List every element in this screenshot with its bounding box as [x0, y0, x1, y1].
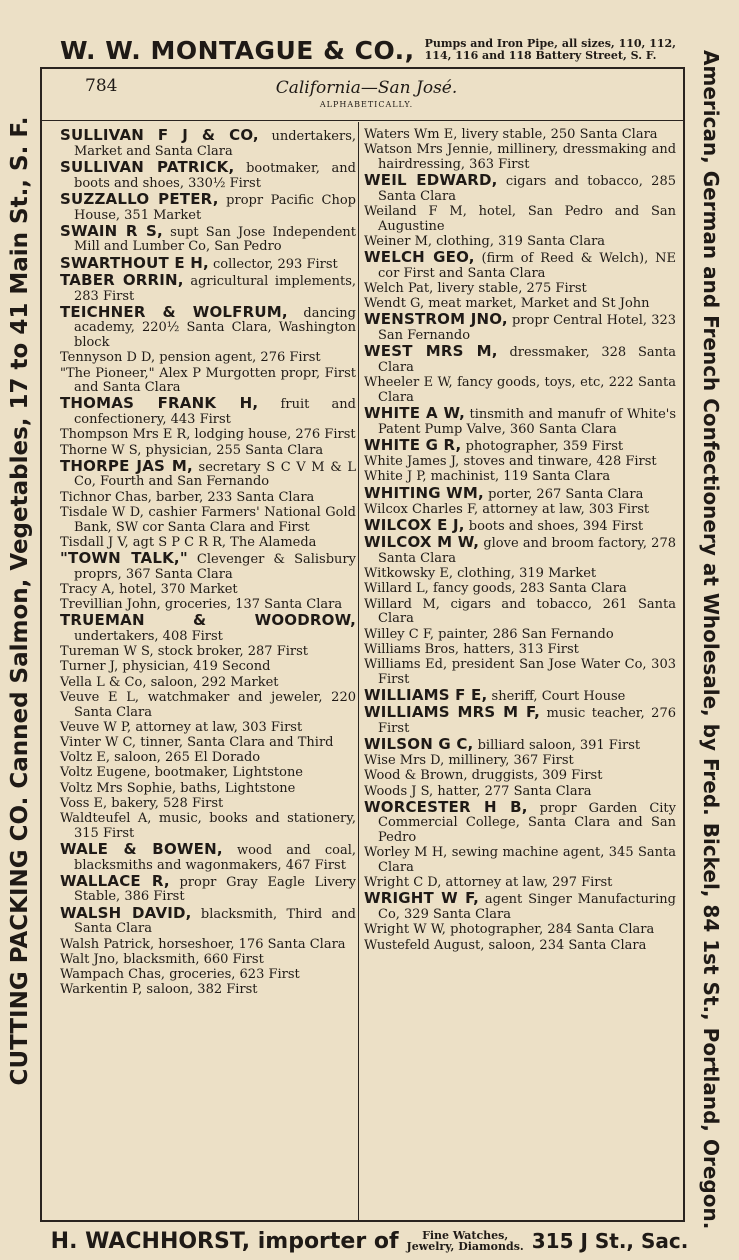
entry-detail: propr Pacific Chop House, 351 Market: [74, 192, 356, 223]
entry-detail: Clevenger & Salisbury proprs, 367 Santa Clara: [74, 551, 356, 582]
directory-entry: [364, 658, 676, 687]
directory-entry: [60, 157, 357, 191]
entry-name: Thompson Mrs E R,: [60, 427, 191, 443]
page-subtitle: ALPHABETICALLY.: [319, 100, 414, 109]
entry-name: Waldteufel A,: [60, 810, 152, 826]
entry-name: Wright C D,: [364, 875, 442, 891]
entry-name: "The Pioneer,": [60, 365, 155, 381]
entry-detail: hatters, 313 First: [463, 641, 579, 657]
entry-name: THOMAS FRANK H,: [60, 394, 259, 413]
directory-entry: [60, 968, 356, 983]
entry-detail: pension agent, 276 First: [159, 350, 321, 366]
directory-entry: [60, 548, 356, 582]
entry-detail: president San Jose Water Co, 303 First: [378, 656, 676, 687]
entry-name: Wise Mrs D,: [364, 753, 445, 769]
entry-name: Woods J S,: [364, 783, 434, 799]
directory-entry: [364, 939, 676, 954]
entry-name: WORCESTER H B,: [364, 797, 528, 816]
entry-name: SUZZALLO PETER,: [60, 189, 219, 208]
directory-entry: [364, 518, 676, 535]
entry-detail: bootmaker, Lightstone: [154, 765, 304, 781]
bottom-advertisement: [40, 1222, 699, 1260]
entry-name: Voltz Eugene,: [60, 765, 151, 781]
entry-name: Tichnor Chas,: [60, 489, 152, 505]
directory-entry: [60, 676, 356, 691]
directory-entry: [364, 205, 676, 234]
entry-detail: fancy goods, toys, etc, 222 Santa Clara: [378, 375, 676, 405]
directory-entry: [60, 766, 356, 781]
entry-detail: clothing, 319 Market: [457, 566, 597, 582]
page-header: [60, 76, 673, 114]
entry-name: Voltz Mrs Sophie,: [60, 780, 177, 796]
directory-entry: [60, 456, 356, 490]
entry-name: Wood & Brown,: [364, 768, 468, 784]
directory-entry: [60, 721, 356, 736]
entry-name: Wustefeld August,: [364, 937, 485, 953]
directory-entry: [364, 535, 676, 566]
directory-entry: [60, 128, 356, 159]
entry-name: SULLIVAN F J & CO,: [60, 126, 259, 144]
directory-entry: [60, 871, 356, 905]
entry-detail: Alex P Murgotten propr, First and Santa Clara: [74, 365, 356, 396]
entry-name: WHITE G R,: [364, 436, 462, 455]
entry-name: Vinter W C,: [60, 734, 137, 750]
entry-name: Wheeler E W,: [364, 375, 453, 391]
directory-entry: [364, 250, 676, 281]
top-ad-line1: Pumps and Iron Pipe, all sizes, 110, 112,: [424, 37, 677, 50]
directory-entry: [60, 938, 356, 953]
entry-detail: painter, 286 San Fernando: [438, 626, 614, 642]
entry-name: WILCOX E J,: [364, 516, 465, 535]
entry-name: Waters Wm E,: [364, 127, 458, 142]
entry-name: "TOWN TALK,": [60, 548, 188, 567]
entry-name: WILLIAMS MRS M F,: [364, 703, 540, 722]
directory-entry: [364, 598, 676, 627]
entry-detail: secretary S C V M & L Co, Fourth and San Fernando: [74, 459, 356, 490]
entry-name: Williams Ed,: [364, 656, 448, 672]
entry-name: Weiland F M,: [364, 204, 467, 220]
directory-entry: [364, 628, 676, 643]
entry-detail: clothing, 319 Santa Clara: [436, 233, 606, 249]
entry-detail: horseshoer, 176 Santa Clara: [158, 936, 346, 952]
entry-detail: agent Singer Manufacturing Co, 329 Santa Clara: [378, 892, 676, 923]
entry-name: Williams Bros,: [364, 641, 460, 657]
directory-entry: [364, 582, 676, 597]
entry-name: WEIL EDWARD,: [364, 171, 498, 190]
directory-entry: [60, 812, 356, 841]
page-number: 784: [85, 76, 118, 96]
entry-detail: music, books and stationery, 315 First: [74, 810, 356, 841]
directory-entry: [364, 282, 676, 297]
directory-entry: [364, 797, 676, 846]
entry-name: Wilcox Charles F,: [364, 501, 479, 517]
entry-name: WHITING WM,: [364, 483, 484, 502]
entry-detail: agt S P C R R, The Alameda: [132, 534, 317, 550]
entry-name: Willard L,: [364, 581, 429, 597]
directory-entry: [364, 685, 676, 705]
entry-name: WHITE A W,: [364, 404, 465, 423]
entry-name: THORPE JAS M,: [60, 456, 193, 475]
entry-name: Willard M,: [364, 596, 440, 612]
entry-name: Watson Mrs Jennie,: [364, 142, 493, 158]
entry-detail: propr Garden City Commercial College, Santa Clara and San Pedro: [378, 800, 676, 846]
top-ad-line2: 114, 116 and 118 Battery Street, S. F.: [424, 49, 657, 62]
top-advertisement: [60, 30, 709, 70]
entry-detail: attorney at law, 297 First: [445, 875, 613, 891]
directory-entry: [60, 367, 356, 396]
entry-detail: meat market, Market and St John: [428, 296, 650, 312]
right-advertisement: [685, 0, 739, 1260]
entry-detail: hotel, 370 Market: [119, 581, 238, 597]
directory-entry: [60, 396, 356, 427]
entry-name: Tureman W S,: [60, 644, 154, 660]
entry-name: Tisdall J V,: [60, 534, 129, 550]
entry-detail: livery stable, 250 Santa Clara: [461, 127, 658, 142]
directory-entry: [364, 483, 676, 503]
entry-name: WILLIAMS F E,: [364, 685, 488, 704]
entry-detail: hatter, 277 Santa Clara: [437, 783, 592, 799]
entry-name: Tisdale W D,: [60, 504, 144, 520]
directory-entry: [364, 128, 676, 143]
entry-name: Veuve E L,: [60, 689, 139, 705]
entry-detail: tinner, Santa Clara and Third: [140, 734, 334, 750]
entry-detail: cigars and tobacco, 285 Santa Clara: [378, 174, 676, 204]
left-ad-text: CUTTING PACKING CO. Canned Salmon, Vegetables, 17 to 41 Main St., S. F.: [7, 116, 33, 1086]
entry-detail: collector, 293 First: [213, 256, 338, 272]
bottom-ad-address: 315 J St., Sac.: [531, 1229, 689, 1253]
directory-entry: [364, 438, 676, 455]
directory-entry: [364, 754, 676, 769]
page-title: California—San José.: [275, 78, 458, 98]
entry-detail: druggists, 309 First: [471, 768, 603, 784]
entry-detail: millinery, 367 First: [448, 753, 574, 769]
entry-name: WALSH DAVID,: [60, 903, 192, 922]
entry-name: Tracy A,: [60, 581, 115, 597]
entry-detail: stoves and tinware, 428 First: [463, 454, 657, 470]
entry-detail: (firm of Reed & Welch), NE cor First and Santa Clara: [378, 251, 676, 281]
directory-entry: [364, 406, 676, 437]
entry-name: WILCOX M W,: [364, 533, 480, 552]
directory-entry: [364, 705, 676, 736]
entry-name: White J P,: [364, 469, 427, 485]
entry-detail: propr Central Hotel, 323 San Fernando: [378, 313, 677, 344]
directory-entry: [364, 734, 676, 754]
directory-entry: [364, 376, 676, 405]
directory-entry: [60, 189, 356, 223]
entry-name: Witkowsky E,: [364, 566, 453, 582]
left-column: [60, 128, 356, 1168]
entry-name: Thorne W S,: [60, 442, 142, 458]
directory-entry: [364, 643, 676, 658]
entry-name: WALE & BOWEN,: [60, 839, 223, 858]
bottom-ad-name: H. WACHHORST, importer of: [50, 1228, 399, 1254]
directory-entry: [60, 736, 356, 751]
entry-detail: music teacher, 276 First: [378, 706, 676, 736]
directory-entry: [60, 953, 356, 968]
directory-entry: [60, 506, 356, 535]
entry-detail: fruit and confectionery, 443 First: [74, 397, 356, 428]
entry-detail: sewing machine agent, 345 Santa Clara: [378, 845, 677, 876]
entry-name: Wampach Chas,: [60, 966, 166, 982]
directory-entry: [364, 846, 676, 875]
directory-entry: [60, 428, 356, 443]
directory-entry: [364, 769, 676, 784]
directory-entry: [364, 143, 676, 172]
directory-entry: [60, 782, 356, 797]
entry-detail: attorney at law, 303 First: [135, 719, 303, 735]
entry-name: TRUEMAN & WOODROW,: [60, 611, 356, 630]
entry-detail: dressmaker, 328 Santa Clara: [378, 345, 676, 376]
entry-detail: physician, 419 Second: [122, 659, 271, 675]
entry-name: SULLIVAN PATRICK,: [60, 157, 235, 176]
entry-name: Walt Jno,: [60, 951, 120, 967]
entry-detail: cigars and tobacco, 261 Santa Clara: [378, 596, 676, 627]
entry-detail: stock broker, 287 First: [157, 644, 308, 660]
directory-entry: [60, 751, 356, 766]
entry-detail: agricultural implements, 283 First: [74, 273, 356, 304]
entry-detail: glove and broom factory, 278 Santa Clara: [378, 536, 676, 566]
entry-detail: undertakers, Market and Santa Clara: [74, 129, 356, 159]
bottom-ad-goods: [407, 1230, 524, 1252]
entry-detail: cashier Farmers' National Gold Bank, SW cor Santa Clara and First: [74, 504, 356, 535]
header-rule: [42, 120, 683, 121]
entry-name: TABER ORRIN,: [60, 270, 184, 289]
entry-detail: saloon, 265 El Dorado: [114, 750, 261, 766]
entry-detail: saloon, 234 Santa Clara: [488, 937, 647, 953]
entry-detail: fancy goods, 283 Santa Clara: [432, 581, 627, 597]
entry-detail: boots and shoes, 394 First: [468, 519, 644, 535]
entry-name: Walsh Patrick,: [60, 936, 155, 952]
entry-name: SWARTHOUT E H,: [60, 253, 209, 272]
entry-detail: attorney at law, 303 First: [482, 501, 650, 517]
entry-detail: wood and coal, blacksmiths and wagonmakers, 467 First: [74, 842, 356, 873]
entry-detail: saloon, 382 First: [146, 982, 258, 998]
directory-entry: [60, 351, 356, 366]
entry-detail: blacksmith, Third and Santa Clara: [74, 906, 356, 937]
directory-entry: [60, 691, 356, 720]
entry-detail: machinist, 119 Santa Clara: [430, 469, 611, 485]
entry-name: Warkentin P,: [60, 982, 143, 998]
directory-entry: [60, 491, 356, 506]
directory-entry: [364, 173, 676, 204]
directory-entry: [60, 613, 356, 644]
directory-entry: [60, 903, 356, 937]
entry-detail: livery stable, 275 First: [437, 281, 587, 297]
entry-name: Voltz E,: [60, 750, 111, 766]
entry-name: Veuve W P,: [60, 719, 132, 735]
column-divider: [358, 122, 359, 1220]
directory-entry: [60, 221, 356, 255]
entry-detail: supt San Jose Independent Mill and Lumber Co, San Pedro: [74, 224, 356, 255]
entry-name: Willey C F,: [364, 626, 434, 642]
directory-entry: [60, 797, 356, 812]
entry-name: Wright W W,: [364, 922, 446, 938]
entry-detail: millinery, dressmaking and hairdressing, 363 First: [378, 142, 677, 172]
entry-detail: bakery, 528 First: [111, 795, 224, 811]
entry-detail: dancing academy, 220½ Santa Clara, Washington block: [74, 305, 356, 351]
directory-entry: [364, 567, 676, 582]
directory-entry: [60, 839, 356, 873]
entry-detail: hotel, San Pedro and San Augustine: [378, 204, 676, 234]
entry-name: White James J,: [364, 454, 460, 470]
entry-name: Weiner M,: [364, 233, 433, 249]
directory-entry: [60, 302, 356, 351]
directory-entry: [60, 583, 356, 598]
entry-detail: bootmaker, and boots and shoes, 330½ First: [74, 160, 357, 191]
directory-entry: [364, 344, 676, 375]
entry-detail: blacksmith, 660 First: [123, 951, 264, 967]
entry-detail: barber, 233 Santa Clara: [156, 489, 315, 505]
entry-name: SWAIN R S,: [60, 221, 163, 240]
directory-entry: [364, 923, 676, 938]
entry-name: WILSON G C,: [364, 734, 474, 753]
entry-detail: physician, 255 Santa Clara: [145, 442, 324, 458]
entry-name: Wendt G,: [364, 296, 425, 312]
entry-name: Trevillian John,: [60, 597, 161, 613]
entry-name: WRIGHT W F,: [364, 889, 479, 908]
entry-detail: saloon, 292 Market: [150, 674, 279, 690]
entry-name: WELCH GEO,: [364, 248, 475, 267]
entry-detail: porter, 267 Santa Clara: [488, 486, 644, 502]
directory-entry: [60, 253, 356, 273]
entry-name: WENSTROM JNO,: [364, 310, 508, 329]
left-advertisement: [0, 0, 40, 1260]
entry-name: WALLACE R,: [60, 871, 170, 890]
entry-detail: photographer, 359 First: [465, 439, 624, 455]
entry-name: TEICHNER & WOLFRUM,: [60, 302, 288, 321]
entry-detail: tinsmith and manufr of White's Patent Pump Valve, 360 Santa Clara: [378, 407, 677, 437]
directory-entry: [364, 312, 676, 343]
entry-name: Turner J,: [60, 659, 119, 675]
right-column: [364, 128, 676, 1168]
directory-entry: [364, 455, 676, 470]
entry-detail: billiard saloon, 391 First: [477, 737, 641, 753]
bottom-ad-goods-line1: Fine Watches,: [422, 1229, 509, 1242]
directory-entry: [364, 891, 676, 922]
directory-entry: [60, 983, 356, 998]
directory-entry: [60, 645, 356, 660]
entry-name: Worley M H,: [364, 845, 448, 861]
entry-name: WEST MRS M,: [364, 342, 498, 361]
entry-name: Vella L & Co,: [60, 674, 147, 690]
top-ad-tagline: [425, 38, 676, 62]
entry-name: Tennyson D D,: [60, 350, 156, 366]
top-ad-brand: W. W. MONTAGUE & CO.,: [60, 35, 415, 65]
entry-name: Welch Pat,: [364, 281, 434, 297]
entry-name: Voss E,: [60, 795, 108, 811]
entry-detail: lodging house, 276 First: [194, 427, 356, 443]
directory-entry: [60, 660, 356, 675]
entry-detail: baths, Lightstone: [180, 780, 296, 796]
entry-detail: undertakers, 408 First: [74, 629, 223, 644]
entry-detail: propr Gray Eagle Livery Stable, 386 First: [74, 874, 356, 905]
directory-entry: [60, 270, 356, 304]
bottom-ad-goods-line2: Jewelry, Diamonds.: [406, 1240, 524, 1253]
entry-detail: groceries, 623 First: [169, 966, 300, 982]
right-ad-text: American, German and French Confectionery at Wholesale, by Fred. Bickel, 84 1st St., Portland, Oregon.: [699, 50, 723, 1230]
entry-detail: groceries, 137 Santa Clara: [164, 597, 343, 613]
entry-detail: watchmaker and jeweler, 220 Santa Clara: [74, 689, 356, 720]
entry-detail: sheriff, Court House: [491, 688, 626, 704]
entry-detail: photographer, 284 Santa Clara: [450, 922, 655, 938]
